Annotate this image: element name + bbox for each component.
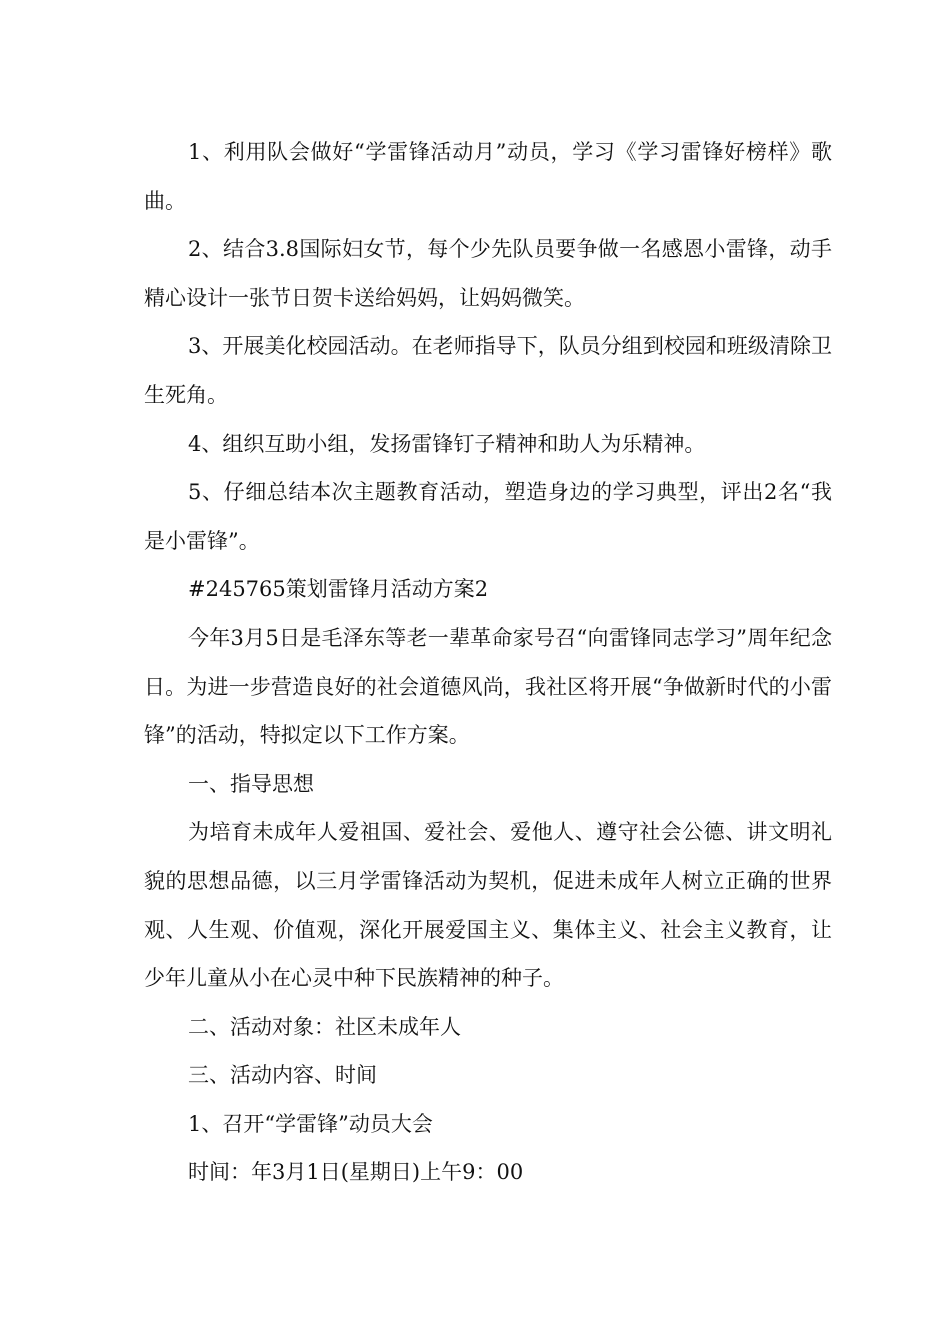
- heading-activity-content: 三、活动内容、时间: [188, 1063, 377, 1088]
- paragraph-item-1: 1、利用队会做好“学雷锋活动月”动员，学习《学习雷锋好榜样》歌曲。: [144, 140, 832, 213]
- guiding-thought-paragraph: 为培育未成年人爱祖国、爱社会、爱他人、遵守社会公德、讲文明礼貌的思想品德，以三月学雷锋活动为契机，促进未成年人树立正确的世界观、人生观、价值观，深化开展爱国主义、集体主义、社会主义教育，让少年儿童从小在心灵中种下民族精神的种子。: [144, 820, 832, 991]
- paragraph-item-4: 4、组织互助小组，发扬雷锋钉子精神和助人为乐精神。: [188, 431, 706, 456]
- paragraph-item-3: 3、开展美化校园活动。在老师指导下，队员分组到校园和班级清除卫生死角。: [144, 334, 832, 407]
- paragraph-item-5: 5、仔细总结本次主题教育活动，塑造身边的学习典型，评出2名“我是小雷锋”。: [144, 480, 832, 553]
- heading-activity-target: 二、活动对象：社区未成年人: [188, 1014, 461, 1039]
- heading-guiding-thought: 一、指导思想: [188, 771, 314, 796]
- section-title-plan-2: #245765策划雷锋月活动方案2: [188, 577, 489, 602]
- intro-paragraph: 今年3月5日是毛泽东等老一辈革命家号召“向雷锋同志学习”周年纪念日。为进一步营造良好的社会道德风尚，我社区将开展“争做新时代的小雷锋”的活动，特拟定以下工作方案。: [144, 625, 832, 748]
- document-body: [144, 128, 832, 1197]
- activity-time: 时间：年3月1日(星期日)上午9：00: [188, 1160, 524, 1185]
- activity-item-1: 1、召开“学雷锋”动员大会: [188, 1111, 433, 1136]
- paragraph-item-2: 2、结合3.8国际妇女节，每个少先队员要争做一名感恩小雷锋，动手精心设计一张节日贺卡送给妈妈，让妈妈微笑。: [144, 237, 832, 310]
